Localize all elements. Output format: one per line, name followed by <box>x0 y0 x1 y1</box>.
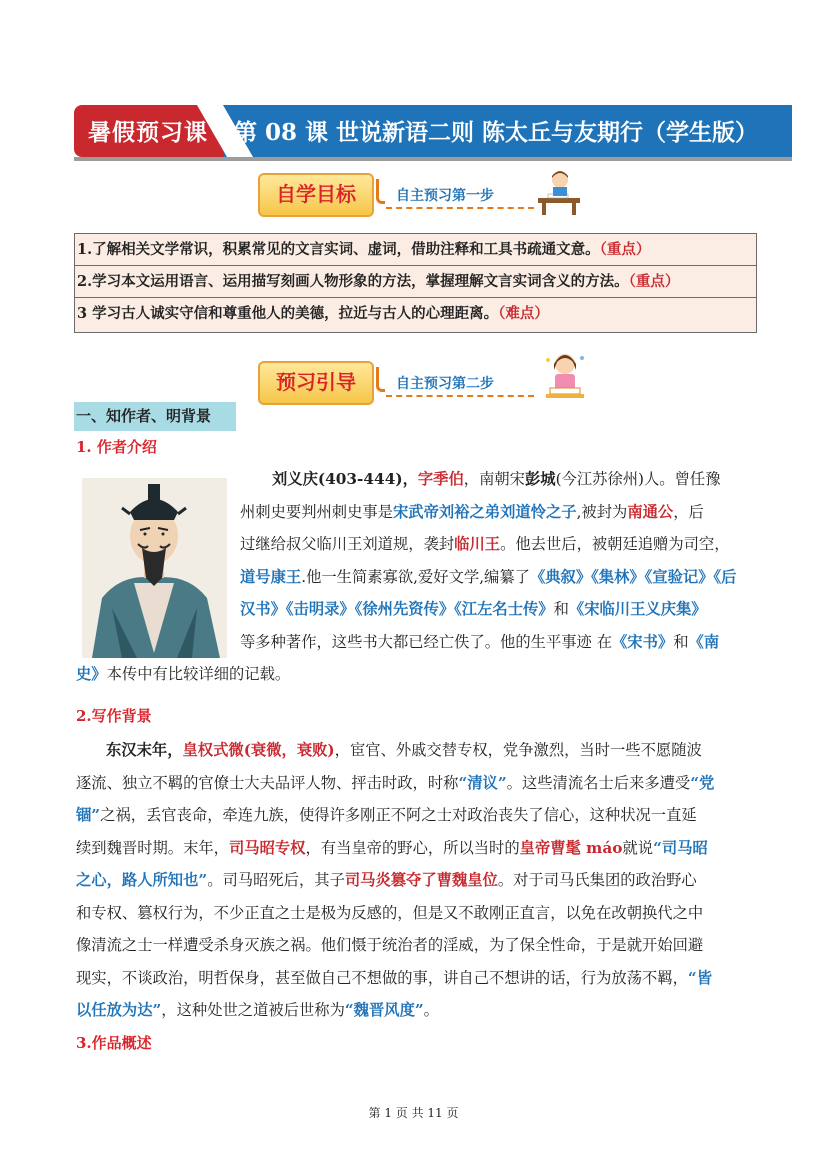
text-segment: 和 <box>673 632 689 651</box>
text-segment: 之祸，丢官丧命，牵连九族，使得许多刚正不阿之士对政治丧失了信心，这种状况一直延 <box>100 806 697 824</box>
text-segment: 《宋临川王义庆集》 <box>568 600 707 618</box>
text-segment: 刘义庆(403-444)， <box>272 470 418 488</box>
background-line-1 <box>0 734 827 767</box>
text-segment: .他一生简素寡欲,爱好文学,编纂了 <box>301 567 530 586</box>
text-segment: 。他去世后，被朝廷追赠为司空， <box>500 535 730 553</box>
text-segment: 续到魏晋时期。末年， <box>76 838 229 857</box>
text-segment: 史》 <box>76 665 107 683</box>
text-segment: “党 <box>690 773 715 792</box>
text-segment: 字季伯 <box>417 470 464 488</box>
badge-subtitle: 自主预习第二步 <box>396 376 494 392</box>
text-segment: 《宋书》 <box>612 632 674 651</box>
goal-text: 3 学习古人诚实守信和尊重他人的美德，拉近与古人的心理距离。 <box>77 305 499 322</box>
student-at-desk-icon <box>534 168 584 216</box>
text-segment: 。对于司马氏集团的政治野心 <box>497 871 697 889</box>
text-segment: “魏晋风度” <box>344 1001 424 1019</box>
text-segment: 宋武帝刘裕之弟刘道怜之子 <box>392 502 577 521</box>
background-line-2 <box>0 767 827 800</box>
author-heading: 1. 作者介绍 <box>76 438 157 456</box>
goal-text: 2.学习本文运用语言、运用描写刻画人物形象的方法，掌握理解文言实词含义的方法。 <box>77 273 629 290</box>
author-intro-paragraph <box>0 463 827 691</box>
preview-guide-badge <box>258 361 548 405</box>
badge-subtitle: 自主预习第一步 <box>396 188 494 204</box>
text-segment: 以任放为达” <box>76 1001 162 1019</box>
lesson-header-banner <box>74 105 792 157</box>
text-segment: 南通公 <box>627 502 674 521</box>
overview-heading: 3.作品概述 <box>76 1034 152 1052</box>
text-segment: “清议” <box>458 773 507 792</box>
text-segment: 等多种著作，这些书大都已经亡佚了。他的生平事迹 在 <box>240 632 612 651</box>
text-segment: ，宦官、外戚交替专权，党争激烈，当时一些不愿随波 <box>334 741 702 759</box>
text-segment: 锢” <box>76 806 101 824</box>
badge-hook <box>376 367 385 392</box>
background-line-7 <box>0 929 827 962</box>
background-line-8 <box>0 962 827 995</box>
background-heading: 2.写作背景 <box>76 707 152 725</box>
learning-goals-table <box>74 233 757 333</box>
goal-row-3 <box>75 298 756 332</box>
text-segment: 就说 <box>622 838 654 857</box>
course-label: 暑假预习课 <box>88 119 208 146</box>
goal-text: 1.了解相关文学常识，积累常见的文言实词、虚词，借助注释和工具书疏通文意。 <box>77 241 600 258</box>
badge-title: 预习引导 <box>276 370 356 394</box>
text-segment: 《南 <box>688 632 720 651</box>
section-heading-author-background: 一、知作者、明背景 <box>74 402 236 431</box>
page-footer: 第 1 页 共 11 页 <box>368 1106 459 1120</box>
text-segment: ，南朝宋 <box>463 470 525 488</box>
self-study-goals-badge <box>258 173 548 217</box>
text-segment: 彭城 <box>524 470 556 488</box>
text-segment: ，有当皇帝的野心，所以当时的 <box>305 838 520 857</box>
text-segment: 。司马昭死后，其子 <box>207 871 345 889</box>
banner-shadow <box>74 157 792 161</box>
text-segment: 和专权、篡权行为，不少正直之士是极为反感的，但是又不敢刚正直言，以免在改朝换代之中 <box>76 903 704 922</box>
text-segment: 州刺史要判州刺史事是 <box>240 502 393 521</box>
text-segment: 东汉末年， <box>106 741 183 759</box>
lesson-title: 第 08 课 世说新语二则 陈太丘与友期行（学生版） <box>234 119 759 146</box>
goal-tag: （重点） <box>628 273 680 290</box>
text-segment: 司马炎篡夺了曹魏皇位 <box>344 871 498 889</box>
text-segment: 道号康王 <box>240 567 302 586</box>
background-line-6 <box>0 897 827 930</box>
author-line-4 <box>0 561 827 594</box>
text-segment: 之心，路人所知也” <box>76 871 208 889</box>
badge-underline <box>386 207 534 209</box>
text-segment: (今江苏徐州)人。曾任豫 <box>555 470 721 488</box>
girl-reading-icon <box>540 350 590 404</box>
text-segment: 皇帝曹髦 máo <box>519 838 623 857</box>
text-segment: 像清流之士一样遭受杀身灭族之祸。他们慑于统治者的淫威，为了保全性命，于是就开始回避 <box>76 936 704 954</box>
text-segment: 汉书》《击明录》《徐州先资传》《江左名士传》 <box>240 600 554 618</box>
text-segment: 现实，不谈政治，明哲保身，甚至做自己不想做的事，讲自己不想讲的话，行为放荡不羁， <box>76 968 688 987</box>
author-line-1 <box>0 463 827 496</box>
text-segment: 皇权式微(衰微，衰败) <box>182 741 335 759</box>
text-segment: 。这些清流名士后来多遭受 <box>506 773 691 792</box>
text-segment: 逐流、独立不羁的官僚士大夫品评人物、抨击时政，时称 <box>76 773 459 792</box>
author-line-6 <box>0 626 827 659</box>
author-line-7 <box>0 658 827 691</box>
background-paragraph <box>0 734 827 1027</box>
text-segment: ，这种处世之道被后世称为 <box>161 1001 345 1019</box>
text-segment: 《典叙》《集林》《宣验记》《后 <box>529 567 737 586</box>
text-segment: 。 <box>423 1001 439 1019</box>
text-segment: 过继给叔父临川王刘道规，袭封 <box>240 535 455 553</box>
goal-tag: （重点） <box>599 241 651 258</box>
author-line-3 <box>0 528 827 561</box>
goal-row-1 <box>75 234 756 266</box>
author-line-2 <box>0 496 827 529</box>
text-segment: 本传中有比较详细的记载。 <box>106 665 291 683</box>
background-line-5 <box>0 864 827 897</box>
background-line-9 <box>0 994 827 1027</box>
text-segment: 临川王 <box>454 535 501 553</box>
background-line-3 <box>0 799 827 832</box>
text-segment: ,被封为 <box>576 502 628 521</box>
text-segment: 和 <box>553 600 569 618</box>
author-line-5 <box>0 593 827 626</box>
background-line-4 <box>0 832 827 865</box>
goal-row-2 <box>75 266 756 298</box>
badge-title: 自学目标 <box>276 182 356 206</box>
goal-tag: （难点） <box>498 305 549 322</box>
badge-underline <box>386 395 534 397</box>
text-segment: 司马昭专权 <box>228 838 306 857</box>
text-segment: ，后 <box>673 502 704 521</box>
text-segment: “司马昭 <box>653 838 708 857</box>
badge-hook <box>376 179 385 204</box>
text-segment: “皆 <box>687 968 712 987</box>
